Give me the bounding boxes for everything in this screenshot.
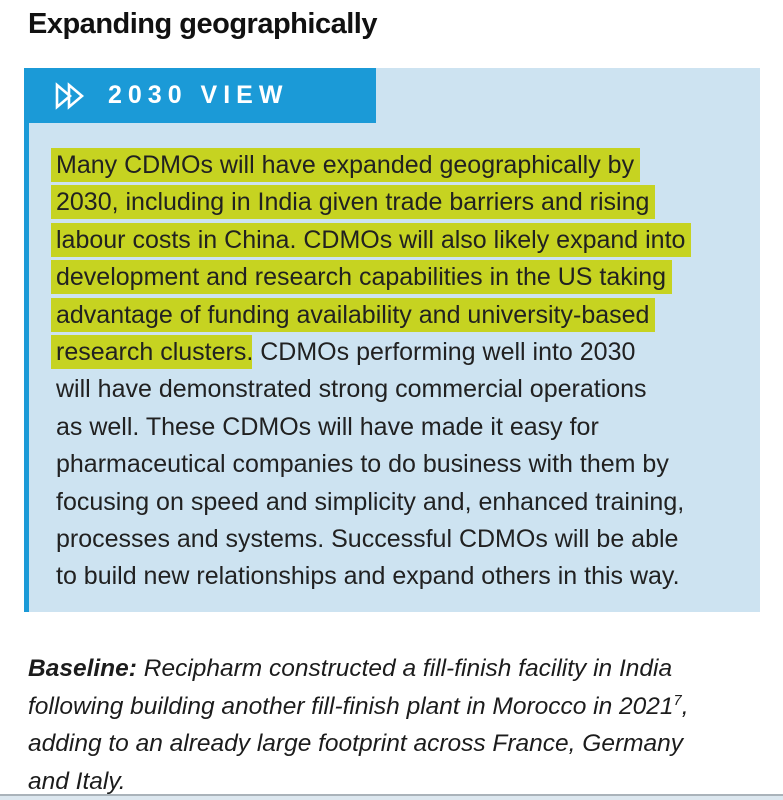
page-title: Expanding geographically: [28, 8, 377, 40]
text-line: [28, 650, 689, 688]
view-2030-label: 2030 VIEW: [108, 81, 289, 109]
text-line: [28, 688, 689, 726]
body-text: and Italy.: [28, 767, 126, 795]
text-line: [56, 446, 742, 483]
body-text: pharmaceutical companies to do business with them by: [56, 450, 669, 479]
body-text: focusing on speed and simplicity and, enhanced training,: [56, 487, 685, 516]
text-line: [56, 147, 742, 184]
view-2030-body-text: [24, 123, 760, 596]
body-text: adding to an already large footprint across France, Germany: [28, 730, 684, 757]
body-text: Recipharm constructed a fill-finish facility in India: [136, 655, 673, 682]
body-text: processes and systems. Successful CDMOs will be able: [56, 525, 679, 554]
fast-forward-icon: [54, 82, 92, 110]
highlighted-text: development and research capabilities in the US taking: [51, 260, 672, 294]
body-text: . CDMOs performing well into 2030: [246, 338, 636, 367]
body-text: ,: [681, 692, 689, 720]
highlighted-text: Many CDMOs will have expanded geographically by: [51, 148, 640, 182]
next-section-edge: [0, 794, 783, 800]
view-2030-header: [24, 68, 376, 123]
text-line: [56, 484, 742, 521]
text-line: [56, 371, 742, 408]
text-line: [28, 725, 689, 763]
body-text: Baseline:: [28, 655, 137, 682]
text-line: [56, 259, 742, 296]
text-line: [56, 521, 742, 558]
highlighted-text: advantage of funding availability and university-based: [51, 298, 655, 332]
text-line: [56, 558, 742, 595]
text-line: [56, 222, 742, 259]
body-text: as well. These CDMOs will have made it easy for: [56, 412, 599, 441]
text-line: [56, 184, 742, 221]
text-line: [56, 334, 742, 371]
body-text: 7: [673, 692, 682, 709]
body-text: will have demonstrated strong commercial operations: [56, 375, 647, 404]
body-text: following building another fill-finish plant in Morocco in 2021: [28, 692, 674, 720]
highlighted-text: labour costs in China. CDMOs will also likely expand into: [51, 223, 691, 257]
highlighted-text: 2030, including in India given trade barriers and rising: [51, 185, 655, 219]
body-text: to build new relationships and expand others in this way.: [56, 562, 680, 591]
baseline-paragraph: [28, 650, 689, 800]
highlighted-text: research clusters: [51, 335, 252, 369]
text-line: [56, 297, 742, 334]
text-line: [56, 409, 742, 446]
view-2030-box: [24, 68, 760, 612]
